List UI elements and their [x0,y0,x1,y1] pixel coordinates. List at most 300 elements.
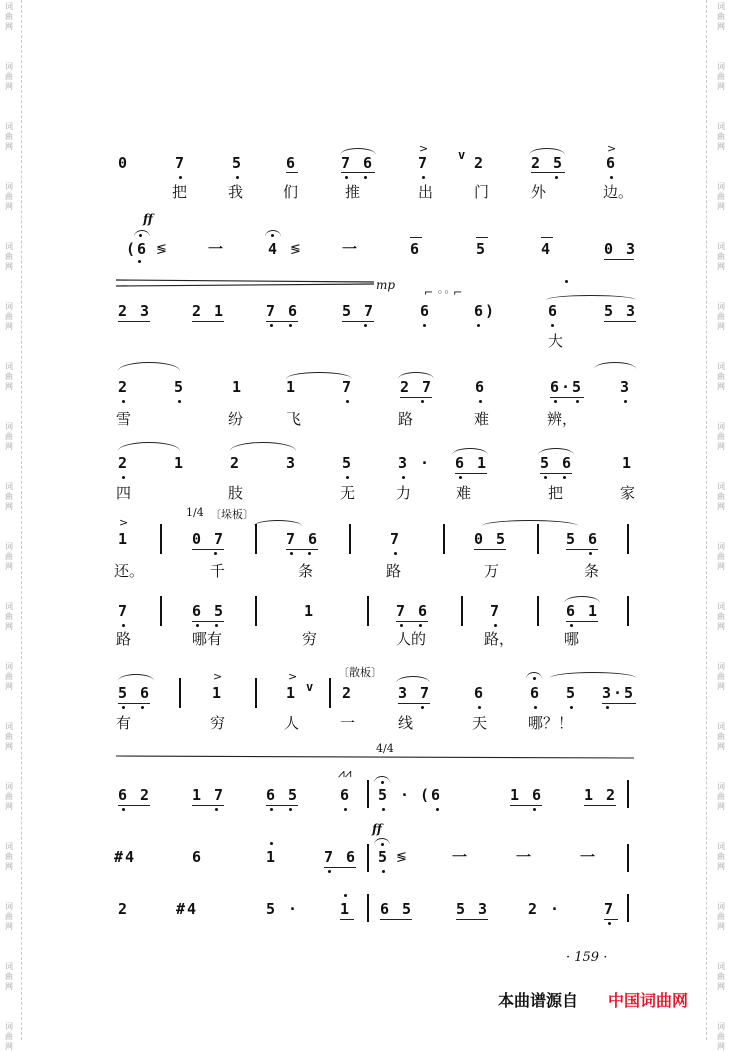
octave-dot [624,400,627,403]
tenuto-line [476,237,488,238]
note: 6 [606,154,618,172]
lyric: 四 [116,484,132,502]
accent-mark: > [607,142,617,155]
lyric: 天 [472,714,488,732]
note-pair: 7 6 [266,302,300,320]
octave-dot [141,706,144,709]
underline [398,703,430,704]
note: 6 [286,154,298,172]
note: 5 [342,454,354,472]
octave-dot [364,176,367,179]
note: 5 [378,848,390,866]
note-pair: 6 2 [118,786,152,804]
bar-line [255,524,257,554]
note-pair: 7 6 [286,530,320,548]
watermark-text: 词 曲 网 [717,962,725,991]
slur [482,520,578,526]
left-watermark-strip [0,0,18,1051]
lyric: 人 [284,714,300,732]
slur [546,295,636,300]
octave-dot [382,808,385,811]
lyric: 门 [474,183,490,201]
note: 1 [118,530,130,548]
dash: 一 [342,240,360,258]
lyric: 路， [484,630,515,648]
octave-dot [346,476,349,479]
underline [192,621,224,622]
lyric: 万 [484,562,500,580]
octave-dot [421,706,424,709]
octave-dot [122,400,125,403]
octave-dot [344,808,347,811]
octave-dot [402,476,405,479]
note-pair: 6 5 [380,900,414,918]
octave-dot [554,400,557,403]
octave-dot [589,552,592,555]
note-pair: 1 7 [192,786,226,804]
underline [604,259,634,260]
bar-line [461,596,463,626]
octave-dot [270,324,273,327]
bar-line [627,894,629,922]
note: 6 [474,684,486,702]
note-pair: 0 5 [474,530,508,548]
lyric: 路 [398,410,414,428]
octave-dot [196,624,199,627]
octave-dot [533,808,536,811]
watermark-text: 词 曲 网 [5,1022,13,1051]
bar-line [160,524,162,554]
underline [266,321,298,322]
lyric: 穷 [302,630,318,648]
underline [584,805,616,806]
fermata [134,230,150,237]
note: 6 [192,848,204,866]
note: 5 [566,684,578,702]
watermark-text: 词 曲 网 [717,182,725,211]
octave-dot [422,176,425,179]
underline [540,473,572,474]
dash: 一 [208,240,226,258]
note: 2 [474,154,486,172]
note: 5 [232,154,244,172]
watermark-text: 词 曲 网 [5,722,13,751]
bar-line [367,780,369,808]
underline [456,919,488,920]
underline [286,549,318,550]
octave-dot [215,808,218,811]
slur [118,674,154,681]
slur [340,148,376,155]
octave-dot [382,870,385,873]
note: 7 [118,602,130,620]
tenuto-line [410,237,422,238]
watermark-text: 词 曲 网 [5,602,13,631]
fermata-dot [533,677,536,680]
note: 1 [212,684,224,702]
underline [400,397,432,398]
octave-dot [270,842,273,845]
bar-line [443,524,445,554]
note: 5 [476,240,488,258]
octave-dot [236,176,239,179]
watermark-text: 词 曲 网 [5,482,13,511]
note: 4 [541,240,553,258]
site-name[interactable]: 中国词曲网 [608,991,689,1010]
underline [550,397,584,398]
note: 1 [622,454,634,472]
octave-dot [328,870,331,873]
octave-dot [289,808,292,811]
note: 5 [174,378,186,396]
note-pair: 1 2 [584,786,618,804]
watermark-text: 词 曲 网 [717,122,725,151]
note: 3 [620,378,632,396]
lyric: 辨， [547,410,578,428]
note-pair: 6 1 [455,454,489,472]
lyric: 有 [116,714,132,732]
note-pair: 2 5 [531,154,565,172]
watermark-text: 词 曲 网 [5,962,13,991]
lyric: 还。 [114,562,145,580]
octave-dot [290,552,293,555]
octave-dot [345,176,348,179]
watermark-text: 词 曲 网 [5,422,13,451]
watermark-text: 词 曲 网 [5,362,13,391]
note-pair: 3 7 [398,684,432,702]
underline [192,805,224,806]
note-pair: 7 6 [396,602,430,620]
lyric: 边。 [603,183,634,201]
note: 0 [118,154,130,172]
bar-line [537,524,539,554]
octave-dot [570,624,573,627]
watermark-text: 词 曲 网 [5,842,13,871]
lyric: 外 [531,183,547,201]
watermark-text: 词 曲 网 [5,122,13,151]
note-dotted: 2 · [528,900,562,918]
lyric: 条 [584,562,600,580]
bar-line [329,678,331,708]
note-pair: 5 3 [456,900,490,918]
meter-marking: 4/4 [376,742,394,755]
grace-mark: ⌐ ◦◦ ⌐ [424,286,463,299]
note-sharp: #4 [114,848,137,866]
underline [118,321,150,322]
lyric: 肢 [228,484,244,502]
watermark-text: 词 曲 网 [717,602,725,631]
note-dotted: 3·5 [602,684,636,702]
bar-line [255,678,257,708]
watermark-text: 词 曲 网 [5,542,13,571]
octave-dot [423,324,426,327]
decrescendo-hairpin [116,754,636,766]
lyric: 把 [172,183,188,201]
watermark-text: 词 曲 网 [717,2,725,31]
slur [254,520,302,526]
note-pair: 2 1 [192,302,226,320]
octave-dot [138,260,141,263]
underline [510,805,542,806]
dynamic-marking: mp [376,278,396,292]
octave-dot [534,706,537,709]
bar-line [537,596,539,626]
lyric: 人的 [396,630,427,648]
meter-marking: 1/4 [186,506,204,519]
lyric: 飞 [286,410,302,428]
octave-dot [400,624,403,627]
watermark-text: 词 曲 网 [5,2,13,31]
watermark-text: 词 曲 网 [717,422,725,451]
lyric: 纷 [228,410,244,428]
watermark-text: 词 曲 网 [717,482,725,511]
tenuto-line [541,237,553,238]
note: 7 [390,530,402,548]
lyric: 千 [210,562,226,580]
tremolo-mark: ≶ [396,850,407,865]
watermark-text: 词 曲 网 [717,1022,725,1051]
watermark-text: 词 曲 网 [5,62,13,91]
lyric: 哪有 [192,630,223,648]
fermata-dot [381,781,384,784]
octave-dot [479,400,482,403]
note-dotted: 5 · [378,786,412,804]
octave-dot [270,808,273,811]
watermark-text: 词 曲 网 [717,782,725,811]
source-label: 本曲谱源自 [498,991,579,1010]
note-pair: 2 7 [400,378,434,396]
bar-line [255,596,257,626]
lyric: 路 [116,630,132,648]
lyric: 出 [418,183,434,201]
bar-line [160,596,162,626]
accent-mark: > [419,142,429,155]
tremolo-mark: ≶ [290,242,301,257]
note-dotted: 5 · [266,900,300,918]
octave-dot [551,324,554,327]
note-dotted: 6·5 [550,378,584,396]
note: 1 [286,684,298,702]
lyric: 们 [283,183,299,201]
watermark-text: 词 曲 网 [717,902,725,931]
note-pair: 0 3 [604,240,638,258]
note-pair: 6 5 [192,602,226,620]
octave-dot [122,624,125,627]
note: 6 [410,240,422,258]
note-pair: 6 1 [566,602,600,620]
underline [602,703,636,704]
lyric: 家 [620,484,636,502]
bar-line [367,894,369,922]
underline [286,172,298,173]
slur [594,362,636,369]
note-pair: 0 7 [192,530,226,548]
note-pair: 5 3 [604,302,638,320]
slur [550,672,636,678]
bar-line [367,844,369,872]
bar-line [367,596,369,626]
watermark-text: 词 曲 网 [5,302,13,331]
bar-line [627,844,629,872]
note-pair: 2 3 [118,302,152,320]
lyric: 难 [474,410,490,428]
dash: 一 [516,848,534,866]
watermark-text: 词 曲 网 [717,722,725,751]
note-pair: 6 5 [266,786,300,804]
note: 7 [604,900,616,918]
lyric: 一 [340,714,356,732]
octave-dot [214,552,217,555]
fermata-dot [271,234,274,237]
lyric: 线 [398,714,414,732]
dash: 一 [452,848,470,866]
octave-dot [289,324,292,327]
underline [118,703,150,704]
octave-dot [436,808,439,811]
underline [566,549,598,550]
underline [324,867,356,868]
octave-dot [308,552,311,555]
note: 6) [474,302,497,320]
lyric: 难 [456,484,472,502]
lyric: 大 [548,332,564,350]
note: (6 [126,240,149,258]
mordent-mark: ⩘⩘ [338,766,352,780]
accent-mark: > [119,516,129,529]
octave-dot [394,552,397,555]
underline [474,549,506,550]
note-sharp: #4 [176,900,199,918]
octave-dot [344,894,347,897]
watermark-text: 词 曲 网 [5,902,13,931]
note: 2 [342,684,354,702]
dynamic-marking: ff [143,212,153,226]
tempo-marking: 〔散板〕 [338,666,382,679]
octave-dot [570,706,573,709]
note-pair: 5 6 [540,454,574,472]
breath-mark: v [306,680,316,694]
note-pair: 5 6 [566,530,600,548]
octave-dot [563,476,566,479]
lyric: 无 [340,484,356,502]
octave-dot [576,400,579,403]
octave-dot [179,176,182,179]
lyric: 哪 [564,630,580,648]
note: 7 [418,154,430,172]
note-pair: 1 6 [510,786,544,804]
note: 1 [340,900,352,918]
note: 3 [286,454,298,472]
note: 1 [232,378,244,396]
octave-dot [122,808,125,811]
tremolo-mark: ≶ [156,242,167,257]
underline [380,919,412,920]
slur [529,148,565,155]
underline [340,919,354,920]
watermark-text: 词 曲 网 [717,542,725,571]
note: 6 [420,302,432,320]
octave-dot [364,324,367,327]
right-watermark-strip [712,0,730,1051]
note: (6 [420,786,443,804]
octave-dot [477,324,480,327]
lyric: 雪 [116,410,132,428]
note: 2 [118,454,130,472]
underline [531,172,565,173]
underline [192,549,224,550]
bar-line [627,524,629,554]
octave-dot [346,400,349,403]
note-pair: 5 7 [342,302,376,320]
octave-dot [544,476,547,479]
note: 1 [174,454,186,472]
note: 1 [286,378,298,396]
accent-mark: > [288,670,298,683]
underline [341,172,375,173]
bar-line [627,780,629,808]
watermark-text: 词 曲 网 [5,782,13,811]
note: 7 [175,154,187,172]
accent-mark: > [213,670,223,683]
note-pair: 7 6 [324,848,358,866]
note: 2 [230,454,242,472]
watermark-text: 词 曲 网 [5,662,13,691]
underline [604,321,636,322]
note-pair: 5 6 [118,684,152,702]
slur [230,442,296,451]
octave-dot [178,400,181,403]
octave-dot [565,280,568,283]
dash: 一 [580,848,598,866]
slur [118,442,180,451]
octave-dot [215,624,218,627]
underline [566,621,598,622]
octave-dot [555,176,558,179]
breath-mark: v [458,148,468,162]
lyric: 把 [548,484,564,502]
octave-dot [459,476,462,479]
watermark-text: 词 曲 网 [717,62,725,91]
bar-line [179,678,181,708]
octave-dot [610,176,613,179]
underline [604,919,618,920]
note: 1 [266,848,278,866]
note: 7 [490,602,502,620]
octave-dot [608,922,611,925]
octave-dot [122,706,125,709]
fermata-dot [139,234,142,237]
lyric: 哪？！ [528,714,574,732]
note-dotted: 3 · [398,454,432,472]
watermark-text: 词 曲 网 [717,662,725,691]
note: 6 [530,684,542,702]
slur [118,362,180,371]
lyric: 穷 [210,714,226,732]
watermark-text: 词 曲 网 [5,242,13,271]
lyric: 推 [345,183,361,201]
underline [118,805,150,806]
underline [455,473,487,474]
note: 1 [304,602,316,620]
lyric: 力 [396,484,412,502]
octave-dot [421,400,424,403]
note: 7 [342,378,354,396]
watermark-text: 词 曲 网 [717,842,725,871]
octave-dot [494,624,497,627]
note: 6 [475,378,487,396]
lyric: 条 [298,562,314,580]
watermark-text: 词 曲 网 [717,242,725,271]
